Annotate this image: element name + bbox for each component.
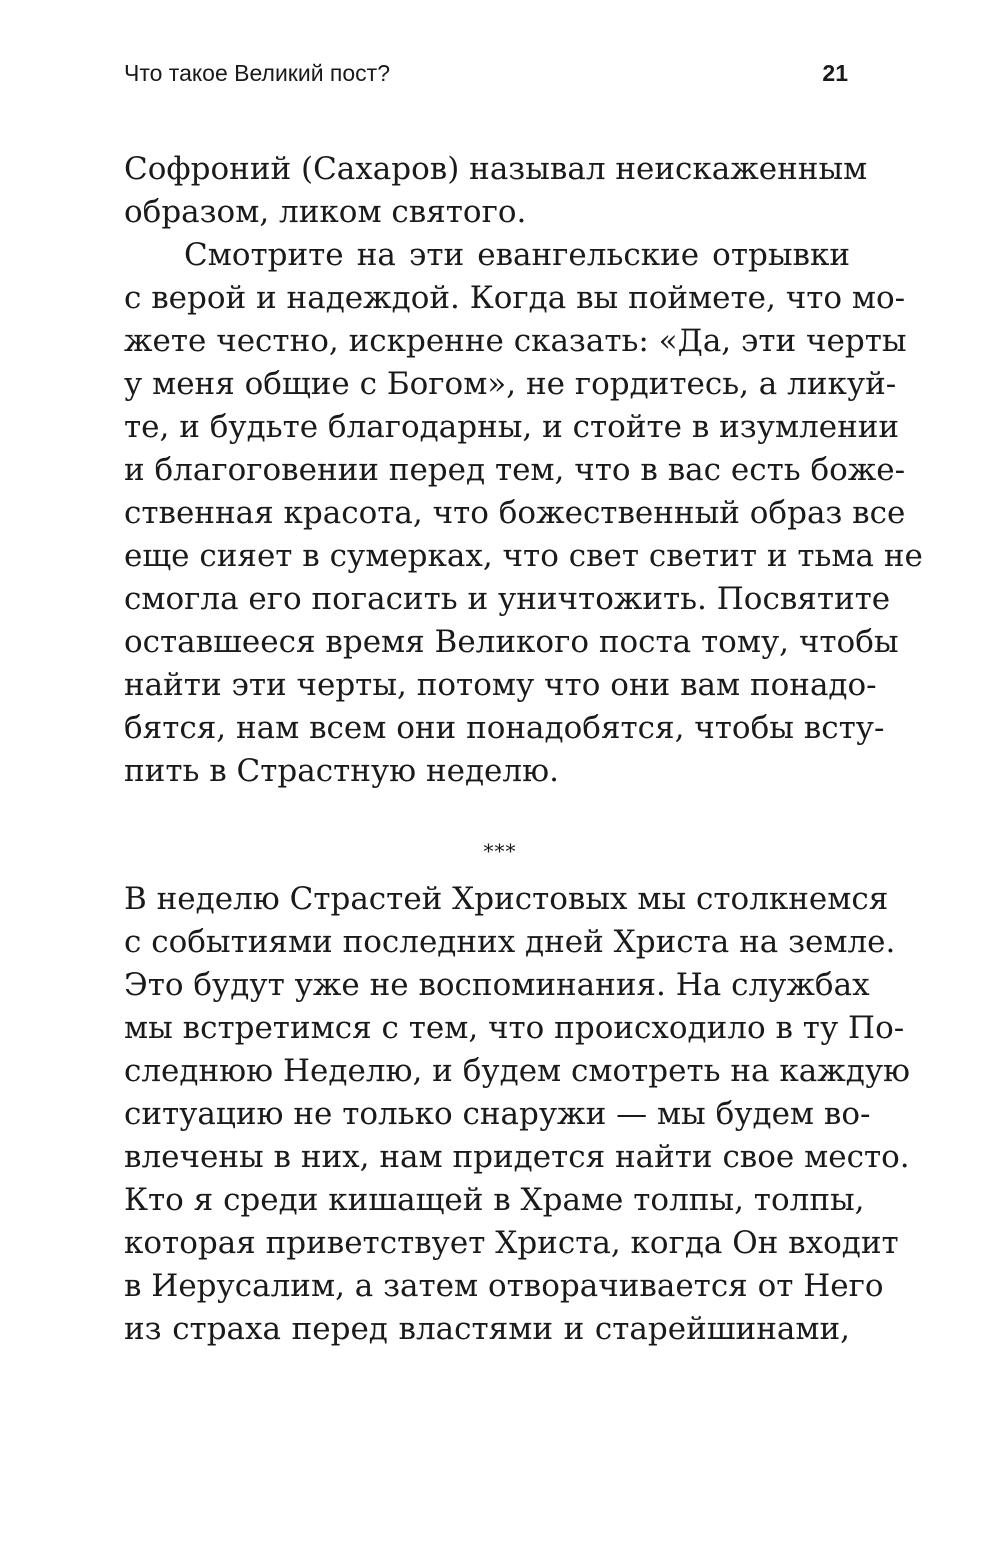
text-line: образом, ликом святого.: [124, 194, 527, 230]
paragraph-first-line: Смотрите на эти евангельские отрывки: [184, 237, 850, 273]
running-head: [124, 56, 848, 90]
text-line: следнюю Неделю, и будем смотреть на каждую: [124, 1053, 911, 1089]
text-line: ситуацию не только снаружи — мы будем во-: [124, 1096, 871, 1132]
text-line: с событиями последних дней Христа на земле.: [124, 924, 896, 960]
text-line: пить в Страстную неделю.: [124, 753, 559, 789]
text-line: Софроний (Сахаров) называл неискаженным: [124, 151, 868, 187]
text-line: мы встретимся с тем, что происходило в ту По-: [124, 1010, 905, 1046]
text-line: Кто я среди кишащей в Храме толпы, толпы,: [124, 1182, 865, 1218]
text-line: у меня общие с Богом», не гордитесь, а ликуй-: [124, 366, 897, 402]
text-line: смогла его погасить и уничтожить. Посвятите: [124, 581, 891, 617]
text-line: оставшееся время Великого поста тому, чтобы: [124, 624, 899, 660]
text-line: бятся, нам всем они понадобятся, чтобы всту-: [124, 710, 885, 746]
text-line: Это будут уже не воспоминания. На службах: [124, 967, 870, 1003]
text-section-2: [124, 878, 911, 1351]
text-line: В неделю Страстей Христовых мы столкнемся: [124, 881, 889, 917]
text-line: из страха перед властями и старейшинами,: [124, 1311, 850, 1347]
text-line: ственная красота, что божественный образ все: [124, 495, 906, 531]
text-line: в Иерусалим, а затем отворачивается от Него: [124, 1268, 884, 1304]
running-title: Что такое Великий пост?: [124, 60, 391, 86]
page-number: 21: [822, 60, 848, 86]
text-line: которая приветствует Христа, когда Он входит: [124, 1225, 899, 1261]
text-line: те, и будьте благодарны, и стойте в изумлении: [124, 409, 900, 445]
text-section-1: [124, 148, 923, 793]
text-line: и благоговении перед тем, что в вас есть боже-: [124, 452, 906, 488]
section-separator: ***: [483, 839, 517, 863]
text-line: еще сияет в сумерках, что свет светит и тьма не: [124, 538, 923, 574]
text-line: с верой и надеждой. Когда вы поймете, что мо-: [124, 280, 906, 316]
text-line: найти эти черты, потому что они вам понадо-: [124, 667, 877, 703]
text-line: жете честно, искренне сказать: «Да, эти черты: [124, 323, 907, 359]
text-line: влечены в них, нам придется найти свое место.: [124, 1139, 910, 1175]
